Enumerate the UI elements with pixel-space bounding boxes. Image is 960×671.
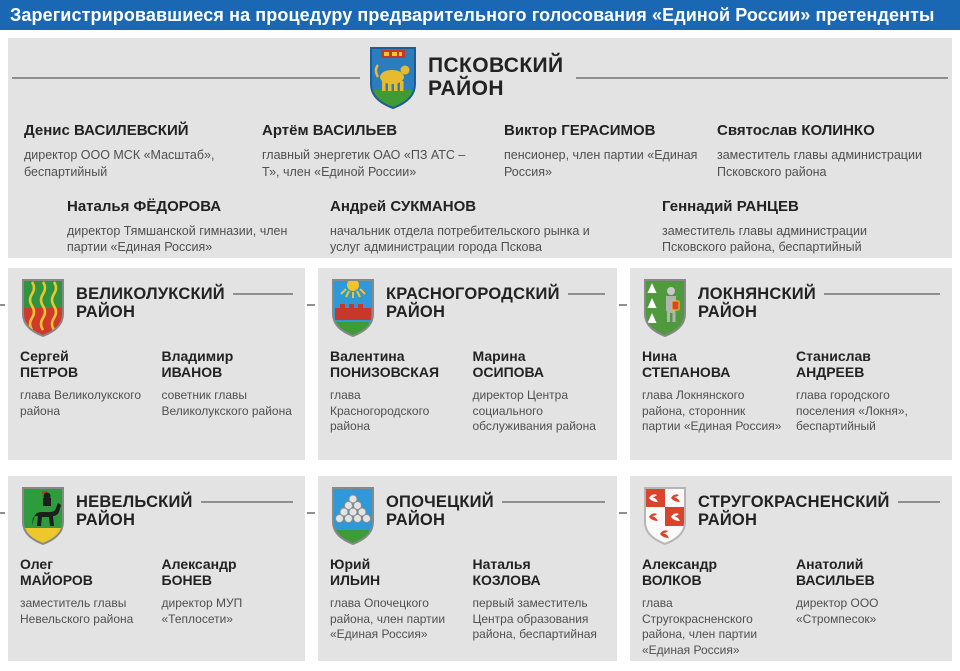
last-name: ВОЛКОВ	[642, 572, 702, 589]
district-title-line1: ПСКОВСКИЙ	[428, 54, 564, 78]
first-name: Святослав	[717, 122, 798, 139]
candidate-card	[330, 348, 463, 435]
candidate-name	[504, 122, 717, 139]
district-header	[642, 486, 940, 546]
first-name: Владимир	[161, 348, 234, 364]
divider-line	[233, 293, 293, 295]
first-name: Наталья	[472, 556, 531, 572]
first-name: Наталья	[67, 197, 130, 215]
infographic-title: Зарегистрировавшиеся на процедуру предварительного голосования «Единой России» претенденты	[10, 4, 935, 25]
district-box-velikoluksky	[8, 268, 305, 460]
candidate-name	[24, 122, 262, 139]
candidate-card	[330, 556, 463, 643]
district-title-line1: КРАСНОГОРОДСКИЙ	[386, 285, 560, 303]
main-district-header	[12, 38, 948, 112]
candidate-role: директор ООО «Стромпесок»	[796, 596, 879, 626]
district-title-line1: ВЕЛИКОЛУКСКИЙ	[76, 285, 225, 303]
candidate-role: глава Красногородского района	[330, 388, 430, 434]
candidate-card	[20, 556, 152, 627]
candidate-role: глава городского поселения «Локня», беспартийный	[796, 388, 908, 434]
candidate-card	[262, 122, 504, 180]
district-title-line1: СТРУГОКРАСНЕНСКИЙ	[698, 493, 890, 511]
district-header	[20, 486, 293, 546]
last-name: ОСИПОВА	[472, 364, 545, 381]
candidate-name	[642, 556, 786, 588]
divider-line	[576, 77, 948, 79]
last-name: ФЁДОРОВА	[133, 197, 222, 215]
candidate-name	[330, 556, 463, 588]
candidate-role: первый заместитель Центра образования района, беспартийная	[472, 596, 597, 642]
candidate-card	[20, 348, 152, 419]
candidate-role: заместитель главы администрации Псковского района, беспартийный	[662, 224, 867, 255]
main-district-title	[428, 55, 564, 99]
divider-line	[824, 293, 940, 295]
district-header	[642, 278, 940, 338]
divider-line	[12, 77, 360, 79]
district-title-line2: РАЙОН	[698, 511, 758, 530]
candidate-name	[796, 348, 940, 380]
last-name: ГЕРАСИМОВ	[561, 122, 656, 139]
strugokrasnensky-district-coat-of-arms-icon	[642, 486, 688, 546]
candidate-card	[473, 556, 606, 643]
district-title-line1: ЛОКНЯНСКИЙ	[698, 285, 816, 303]
candidates-grid	[330, 556, 605, 643]
district-title-line2: РАЙОН	[76, 303, 136, 322]
candidate-name	[330, 198, 662, 215]
candidate-role: заместитель главы Невельского района	[20, 596, 134, 626]
candidate-name	[67, 198, 330, 215]
candidates-grid	[330, 348, 605, 435]
first-name: Денис	[24, 122, 70, 139]
district-title-line2: РАЙОН	[386, 511, 446, 530]
last-name: ПОНИЗОВСКАЯ	[330, 364, 440, 381]
candidate-name	[642, 348, 786, 380]
candidate-card	[67, 198, 330, 256]
first-name: Олег	[20, 556, 54, 572]
candidate-name	[796, 556, 940, 588]
last-name: ВАСИЛЬЕВ	[312, 122, 398, 139]
candidate-role: директор Центра социального обслуживания района	[472, 388, 596, 434]
pskov-district-coat-of-arms-icon	[368, 46, 418, 110]
district-header	[330, 278, 605, 338]
first-name: Артём	[262, 122, 309, 139]
last-name: КОЛИНКО	[801, 122, 875, 139]
opochetsky-district-coat-of-arms-icon	[330, 486, 376, 546]
first-name: Геннадий	[662, 197, 733, 215]
candidate-name	[473, 556, 606, 588]
first-name: Анатолий	[796, 556, 864, 572]
candidate-role: глава Опочецкого района, член партии «Единая Россия»	[330, 596, 446, 642]
district-title-line1: НЕВЕЛЬСКИЙ	[76, 493, 193, 511]
last-name: РАНЦЕВ	[736, 197, 799, 215]
candidate-role: заместитель главы администрации Псковского района	[717, 148, 922, 179]
first-name: Андрей	[330, 197, 387, 215]
district-header	[20, 278, 293, 338]
first-name: Виктор	[504, 122, 558, 139]
candidate-name	[717, 122, 948, 139]
first-name: Александр	[642, 556, 718, 572]
divider-line	[568, 293, 605, 295]
candidate-role: советник главы Великолукского района	[161, 388, 292, 418]
candidate-role: директор МУП «Теплосети»	[161, 596, 243, 626]
candidate-card	[504, 122, 717, 180]
candidate-card	[162, 348, 294, 419]
candidate-role: глава Локнянского района, сторонник партии «Единая Россия»	[642, 388, 782, 434]
first-name: Сергей	[20, 348, 69, 364]
velikoluksky-district-coat-of-arms-icon	[20, 278, 66, 338]
candidates-row-2	[12, 180, 948, 256]
krasnogorodsky-district-coat-of-arms-icon	[330, 278, 376, 338]
loknyansky-district-coat-of-arms-icon	[642, 278, 688, 338]
candidates-grid	[20, 556, 293, 627]
last-name: ПЕТРОВ	[20, 364, 79, 381]
candidates-grid	[642, 556, 940, 659]
first-name: Юрий	[330, 556, 371, 572]
last-name: БОНЕВ	[161, 572, 213, 589]
infographic-title-bar	[0, 0, 960, 30]
nevelsky-district-coat-of-arms-icon	[20, 486, 66, 546]
last-name: СУКМАНОВ	[390, 197, 477, 215]
candidate-card	[662, 198, 948, 256]
main-district-panel	[8, 38, 952, 258]
last-name: СТЕПАНОВА	[642, 364, 731, 381]
last-name: АНДРЕЕВ	[796, 364, 865, 381]
candidate-card	[642, 348, 786, 435]
divider-line	[898, 501, 940, 503]
candidate-role: директор ООО МСК «Масштаб», беспартийный	[24, 148, 215, 179]
district-box-opochetsky	[318, 476, 617, 661]
candidate-card	[24, 122, 262, 180]
candidate-card	[796, 348, 940, 435]
candidate-role: директор Тямшанской гимназии, член партии «Единая Россия»	[67, 224, 288, 255]
candidate-card	[330, 198, 662, 256]
candidates-row-1	[12, 112, 948, 180]
candidate-name	[162, 556, 294, 588]
candidate-name	[662, 198, 948, 215]
candidates-grid	[642, 348, 940, 435]
candidate-card	[162, 556, 294, 627]
district-title-line1: ОПОЧЕЦКИЙ	[386, 493, 494, 511]
first-name: Нина	[642, 348, 677, 364]
candidate-role: начальник отдела потребительского рынка и услуг администрации города Пскова	[330, 224, 590, 255]
candidate-role: пенсионер, член партии «Единая Россия»	[504, 148, 698, 179]
last-name: МАЙОРОВ	[20, 572, 93, 589]
district-boxes-row-1	[8, 268, 952, 460]
first-name: Марина	[472, 348, 526, 364]
candidate-card	[717, 122, 948, 180]
candidate-name	[473, 348, 606, 380]
last-name: ИВАНОВ	[161, 364, 223, 381]
district-title-line2: РАЙОН	[386, 303, 446, 322]
candidate-role: главный энергетик ОАО «ПЗ АТС – Т», член «Единой России»	[262, 148, 466, 179]
candidate-name	[330, 348, 463, 380]
district-title-line2: РАЙОН	[698, 303, 758, 322]
last-name: ИЛЬИН	[330, 572, 381, 589]
district-title-line2: РАЙОН	[428, 76, 504, 100]
divider-line	[201, 501, 293, 503]
candidate-card	[642, 556, 786, 659]
candidate-name	[162, 348, 294, 380]
district-box-loknyansky	[630, 268, 952, 460]
candidates-grid	[20, 348, 293, 419]
last-name: ВАСИЛЕВСКИЙ	[74, 122, 189, 139]
candidate-role: глава Стругокрасненского района, член партии «Единая Россия»	[642, 596, 758, 657]
district-boxes-row-2	[8, 476, 952, 661]
candidate-card	[796, 556, 940, 659]
divider-line	[502, 501, 605, 503]
candidate-name	[20, 348, 152, 380]
candidate-name	[262, 122, 504, 139]
last-name: ВАСИЛЬЕВ	[796, 572, 875, 589]
candidate-name	[20, 556, 152, 588]
candidate-card	[473, 348, 606, 435]
first-name: Александр	[161, 556, 237, 572]
candidate-role: глава Великолукского района	[20, 388, 142, 418]
first-name: Станислав	[796, 348, 871, 364]
district-title-line2: РАЙОН	[76, 511, 136, 530]
district-box-nevelsky	[8, 476, 305, 661]
last-name: КОЗЛОВА	[472, 572, 541, 589]
district-box-krasnogorodsky	[318, 268, 617, 460]
first-name: Валентина	[330, 348, 405, 364]
district-header	[330, 486, 605, 546]
district-box-strugokrasnensky	[630, 476, 952, 661]
